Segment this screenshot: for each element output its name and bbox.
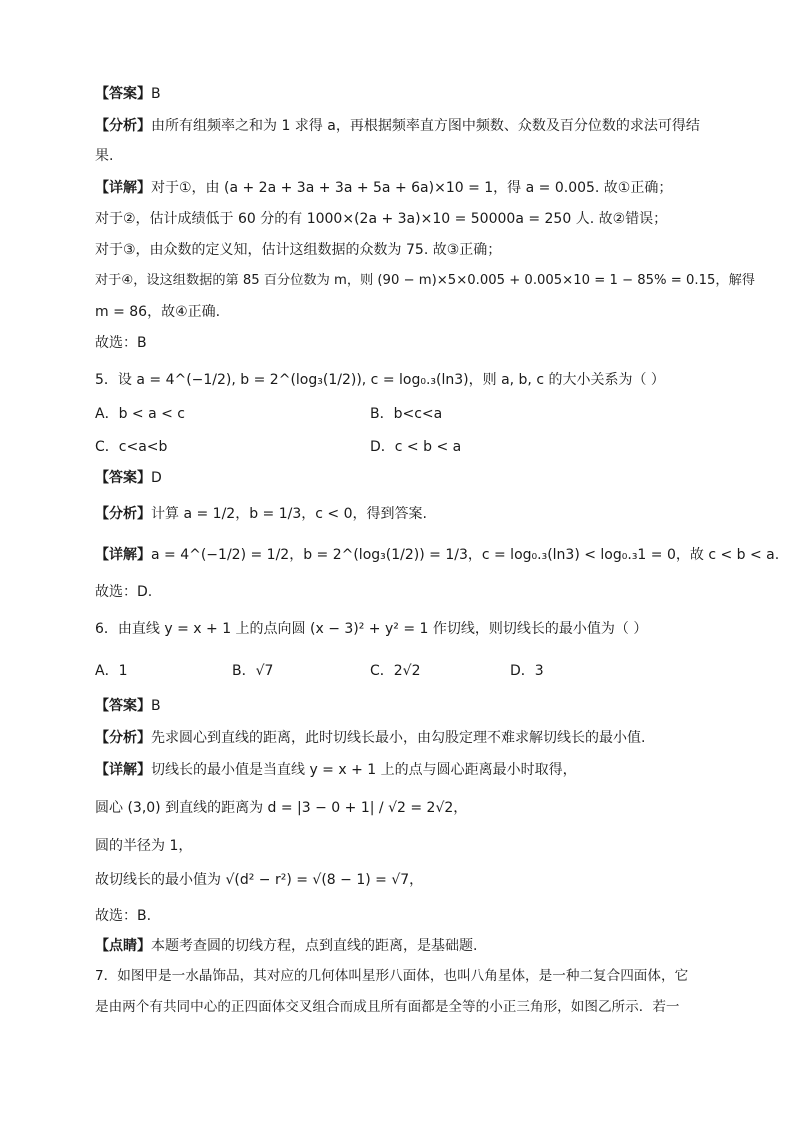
question-5-option-b: B．b<c<a xyxy=(370,406,443,422)
question-5-stem: 5．设 a = 4^(−1/2), b = 2^(log₃(1/2)), c = log₀.₃(ln3)，则 a, b, c 的大小关系为（ ） xyxy=(95,372,665,388)
choose-line: 故选：D. xyxy=(95,584,153,600)
detail-line: 对于④，设这组数据的第 85 百分位数为 m，则 (90 − m)×5×0.005 + 0.005×10 = 1 − 85% = 0.15，解得 xyxy=(95,273,755,288)
question-5-option-d: D．c < b < a xyxy=(370,439,462,455)
detail-line: m = 86，故④正确. xyxy=(95,304,221,320)
question-6-option-d: D．3 xyxy=(510,663,544,679)
detail-line: 圆的半径为 1， xyxy=(95,838,193,854)
detail-line: 【详解】切线长的最小值是当直线 y = x + 1 上的点与圆心距离最小时取得， xyxy=(95,762,577,778)
question-6-option-a: A．1 xyxy=(95,663,128,679)
detail-line: 对于③，由众数的定义知，估计这组数据的众数为 75. 故③正确； xyxy=(95,242,502,258)
analysis-line: 【分析】由所有组频率之和为 1 求得 a，再根据频率直方图中频数、众数及百分位数的求法可得结 xyxy=(95,118,700,134)
detail-line: 对于②，估计成绩低于 60 分的有 1000×(2a + 3a)×10 = 50000a = 250 人. 故②错误； xyxy=(95,211,668,227)
detail-line: 【详解】a = 4^(−1/2) = 1/2，b = 2^(log₃(1/2)) = 1/3，c = log₀.₃(ln3) < log₀.₃1 = 0，故 c < b < a. xyxy=(95,547,780,563)
question-6-stem: 6．由直线 y = x + 1 上的点向圆 (x − 3)² + y² = 1 作切线，则切线长的最小值为（ ） xyxy=(95,621,648,637)
answer-line: 【答案】B xyxy=(95,86,161,102)
question-7-stem-continued: 是由两个有共同中心的正四面体交叉组合而成且所有面都是全等的小正三角形，如图乙所示．若一 xyxy=(95,999,680,1015)
question-6-option-c: C．2√2 xyxy=(370,663,421,679)
analysis-line-continued: 果. xyxy=(95,148,114,164)
detail-line: 圆心 (3,0) 到直线的距离为 d = |3 − 0 + 1| / √2 = 2√2， xyxy=(95,800,468,816)
answer-line: 【答案】B xyxy=(95,698,161,714)
comment-line: 【点睛】本题考查圆的切线方程，点到直线的距离，是基础题. xyxy=(95,938,478,954)
answer-line: 【答案】D xyxy=(95,470,162,486)
analysis-line: 【分析】计算 a = 1/2，b = 1/3，c < 0，得到答案. xyxy=(95,506,427,522)
question-5-option-c: C．c<a<b xyxy=(95,439,168,455)
analysis-line: 【分析】先求圆心到直线的距离，此时切线长最小，由勾股定理不难求解切线长的最小值. xyxy=(95,730,646,746)
choose-line: 故选：B. xyxy=(95,908,152,924)
detail-line: 【详解】对于①，由 (a + 2a + 3a + 3a + 5a + 6a)×10 = 1，得 a = 0.005. 故①正确； xyxy=(95,180,673,196)
choose-line: 故选：B xyxy=(95,335,147,351)
question-6-option-b: B．√7 xyxy=(232,663,274,679)
question-5-option-a: A．b < a < c xyxy=(95,406,186,422)
detail-line: 故切线长的最小值为 √(d² − r²) = √(8 − 1) = √7， xyxy=(95,872,424,888)
question-7-stem: 7．如图甲是一水晶饰品，其对应的几何体叫星形八面体，也叫八角星体，是一种二复合四面体，它 xyxy=(95,968,689,984)
